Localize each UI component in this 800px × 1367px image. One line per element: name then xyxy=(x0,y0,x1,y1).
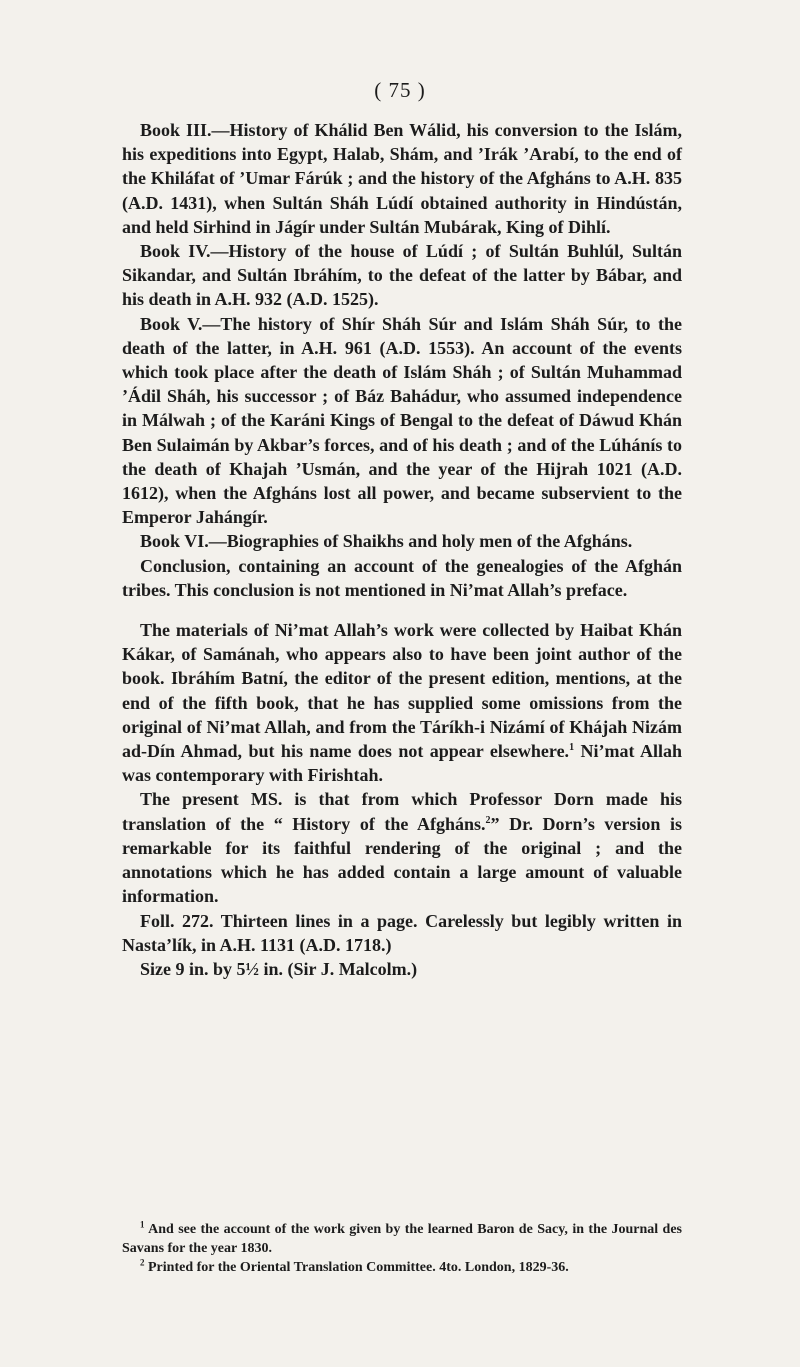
materials-text: The materials of Ni’mat Allah’s work were collected by Haibat Khán Kákar, of Samánah, who appears also to have been joint author of the book. Ibráhím Batní, the editor of the present edition, mentions, at the end of the fifth book, that he has supplied some omissions from the original of Ni’mat Allah, and from the Táríkh-i Nizámí of Khájah Nizám ad-Dín Ahmad, but his name does not appear elsewhere. xyxy=(122,620,682,762)
paragraph-conclusion: Conclusion, containing an account of the genealogies of the Afghán tribes. This conclusion is not mentioned in Ni’mat Allah’s preface. xyxy=(122,555,682,600)
footnotes xyxy=(122,1220,682,1277)
footnote-1-text: And see the account of the work given by the learned Baron de Sacy, in the Journal des Savans for the year 1830. xyxy=(122,1222,682,1256)
paragraph-present-ms xyxy=(122,787,682,908)
page-number: ( 75 ) xyxy=(374,78,426,102)
footnote-mark-1: 1 xyxy=(140,1219,145,1230)
footnote-2 xyxy=(122,1258,682,1277)
paragraph-book-6: Book VI.—Biographies of Shaikhs and holy men of the Afgháns. xyxy=(140,531,633,552)
paragraph-book-3: Book III.—History of Khálid Ben Wálid, his conversion to the Islám, his expeditions into Egypt, Halab, Shám, and ’Irák ’Arabí, to the end of the Khiláfat of ’Umar Fárúk ; and the history of the Afgháns to A.H. 835 (A.D. 1431), when Sultán Sháh Lúdí obtained authority in Hindústán, and held Sirhind in Jágír under Sultán Mubárak, King of Dihlí. xyxy=(122,120,682,237)
present-ms-text: The present MS. is that from which Professor Dorn made his translation of the “ History of the Afgháns. xyxy=(122,789,682,834)
footnote-1 xyxy=(122,1220,682,1258)
footnote-2-text: Printed for the Oriental Translation Committee. 4to. London, 1829-36. xyxy=(148,1260,569,1275)
paragraph-materials xyxy=(122,618,682,787)
paragraph-folios: Foll. 272. Thirteen lines in a page. Carelessly but legibly written in Nasta’lík, in A.H. 1131 (A.D. 1718.) xyxy=(122,910,682,955)
paragraph-book-4: Book IV.—History of the house of Lúdí ; of Sultán Buhlúl, Sultán Sikandar, and Sultán Ibráhím, to the defeat of the latter by Bábar, and his death in A.H. 932 (A.D. 1525). xyxy=(122,241,682,310)
contemporary-text: Ni’mat Allah was contemporary with Firishtah. xyxy=(122,741,682,786)
paragraph-size: Size 9 in. by 5½ in. (Sir J. Malcolm.) xyxy=(140,958,418,979)
paragraph-book-5: Book V.—The history of Shír Sháh Súr and Islám Sháh Súr, to the death of the latter, in A.H. 961 (A.D. 1553). An account of the events which took place after the death of Islám Sháh ; of Sultán Muhammad ’Ádil Sháh, his successor ; of Báz Bahádur, who assumed independence in Málwah ; of the Karáni Kings of Bengal to the defeat of Dáwud Khán Ben Sulaimán by Akbar’s forces, and of his death ; and of the Lúhánís to the death of Khajah ’Usmán, and the year of the Hijrah 1021 (A.D. 1612), when the Afgháns lost all power, and became subservient to the Emperor Jahángír. xyxy=(122,313,682,528)
footnote-ref-1[interactable]: 1 xyxy=(569,742,575,754)
dorn-version-text: ” Dr. Dorn’s version is remarkable for its faithful rendering of the original ; and the annotations which he has added contain a large amount of valuable information. xyxy=(122,813,682,907)
body-text xyxy=(122,118,682,981)
footnote-ref-2[interactable]: 2 xyxy=(485,814,491,826)
footnote-mark-2: 2 xyxy=(140,1257,145,1268)
